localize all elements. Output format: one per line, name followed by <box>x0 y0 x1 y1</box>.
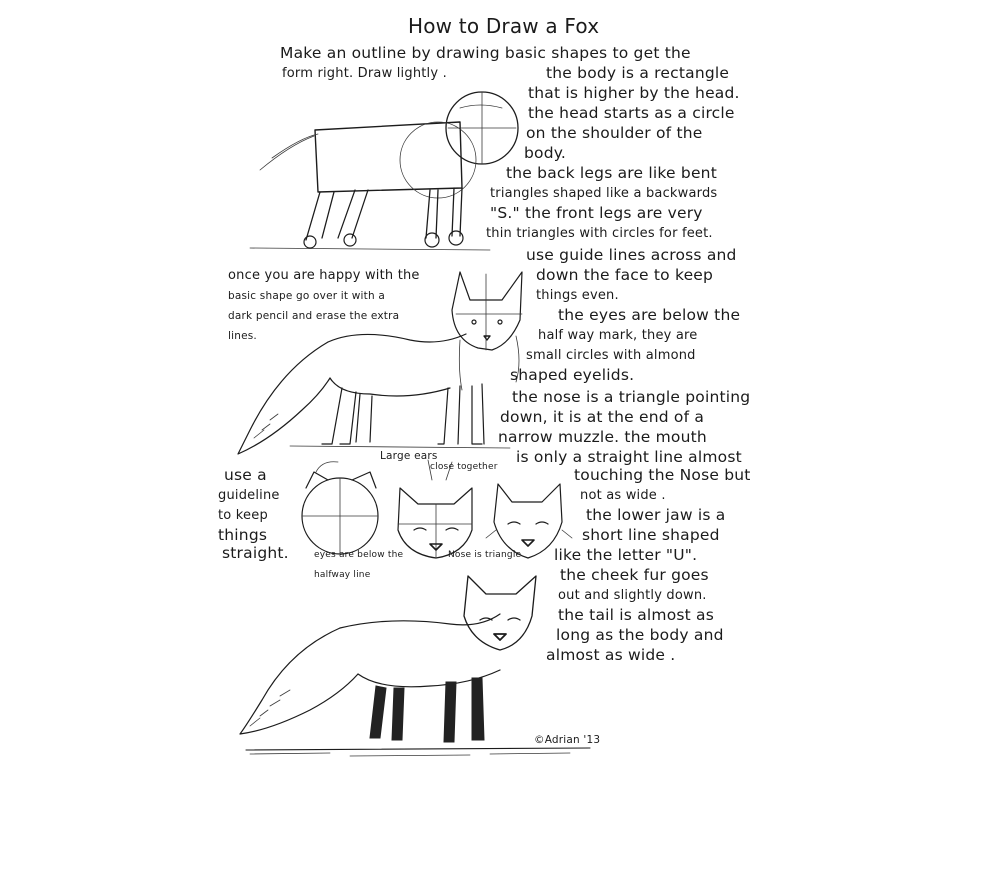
step3-left-line-3: to keep <box>218 508 268 523</box>
step1-line-11: thin triangles with circles for feet. <box>486 226 713 241</box>
step2-right-line-9: down, it is at the end of a <box>500 408 705 426</box>
step2-right-line-2: down the face to keep <box>536 266 714 284</box>
label-halfway-line: halfway line <box>314 570 371 580</box>
step1-line-7: body. <box>524 144 567 162</box>
step3-right-line-1: touching the Nose but <box>574 466 751 484</box>
step1-line-9: triangles shaped like a backwards <box>490 186 718 201</box>
step1-line-1: Make an outline by drawing basic shapes to get the <box>280 44 691 62</box>
worksheet-page <box>210 10 800 770</box>
step2-left-line-2: basic shape go over it with a <box>228 290 386 302</box>
label-nose-triangle: Nose is triangle <box>448 550 522 560</box>
step3-right-line-2: not as wide . <box>580 488 666 503</box>
step3-left-line-2: guideline <box>218 488 280 503</box>
step2-right-line-11: is only a straight line almost <box>516 448 742 466</box>
step1-line-10: "S." the front legs are very <box>490 204 703 222</box>
step1-line-5: the head starts as a circle <box>528 104 735 122</box>
step2-right-line-3: things even. <box>536 288 619 303</box>
step3-right-line-3: the lower jaw is a <box>586 506 726 524</box>
step3-right-line-10: almost as wide . <box>546 646 676 664</box>
step2-right-line-8: the nose is a triangle pointing <box>512 388 751 406</box>
step1-line-4: that is higher by the head. <box>528 84 740 102</box>
face-study-guideline <box>302 462 378 554</box>
step3-left-line-1: use a <box>224 466 267 484</box>
step3-right-line-9: long as the body and <box>556 626 724 644</box>
step2-left-line-3: dark pencil and erase the extra <box>228 310 400 322</box>
step2-right-line-1: use guide lines across and <box>526 246 737 264</box>
step3-right-line-7: out and slightly down. <box>558 588 707 603</box>
step2-right-line-7: shaped eyelids. <box>510 366 635 384</box>
step2-left-line-4: lines. <box>228 330 257 342</box>
step3-right-line-5: like the letter "U". <box>554 546 698 564</box>
step2-left-line-1: once you are happy with the <box>228 268 420 283</box>
step3-left-line-5: straight. <box>222 544 289 562</box>
face-study-features <box>398 460 472 558</box>
step3-left-line-4: things <box>218 526 268 544</box>
step1-line-6: on the shoulder of the <box>526 124 703 142</box>
step3-right-line-6: the cheek fur goes <box>560 566 709 584</box>
step1-outline-fox <box>250 92 518 250</box>
step2-right-line-10: narrow muzzle. the mouth <box>498 428 707 446</box>
finished-fox <box>240 576 590 756</box>
page-title: How to Draw a Fox <box>408 14 600 38</box>
label-eyes-below: eyes are below the <box>314 550 404 560</box>
step3-right-line-8: the tail is almost as <box>558 606 715 624</box>
step1-line-2: form right. Draw lightly . <box>282 66 447 81</box>
label-large-ears: Large ears <box>380 450 438 462</box>
step2-right-line-5: half way mark, they are <box>538 328 698 343</box>
step2-right-line-4: the eyes are below the <box>558 306 741 324</box>
artist-signature: ©Adrian '13 <box>534 734 601 746</box>
step2-right-line-6: small circles with almond <box>526 348 696 363</box>
step3-right-line-4: short line shaped <box>582 526 720 544</box>
label-close-together: close together <box>430 462 498 472</box>
step1-line-8: the back legs are like bent <box>506 164 717 182</box>
step1-line-3: the body is a rectangle <box>546 64 730 82</box>
